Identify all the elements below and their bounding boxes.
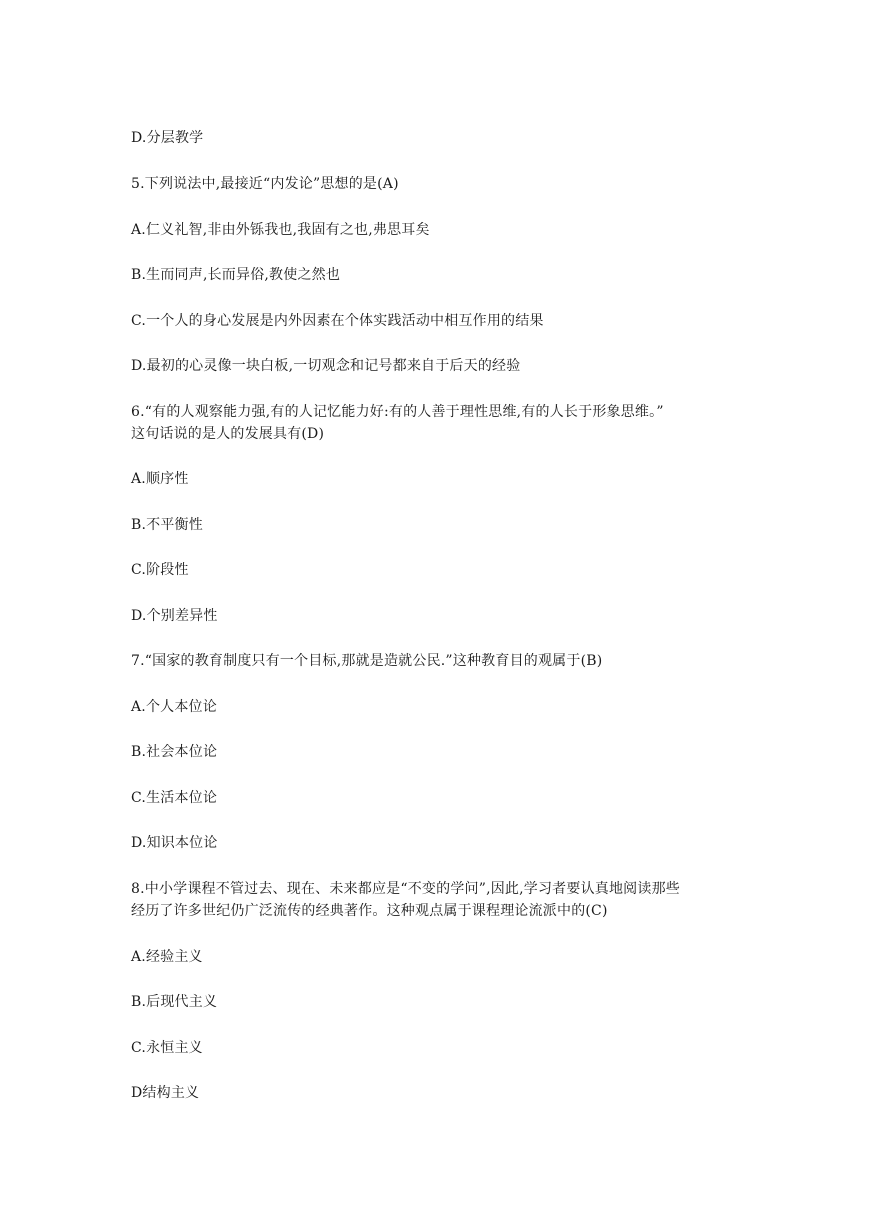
question-5: 5.下列说法中,最接近“内发论”思想的是(A)	[131, 176, 399, 192]
option-a-q5: A.仁义礼智,非由外铄我也,我固有之也,弗思耳矣	[131, 222, 430, 238]
option-c-q6: C.阶段性	[131, 562, 189, 578]
question-8-line-2: 经历了许多世纪仍广泛流传的经典著作。这种观点属于课程理论流派中的(C)	[131, 903, 608, 919]
option-b-q5: B.生而同声,长而异俗,教使之然也	[131, 267, 341, 283]
option-d-q6: D.个别差异性	[131, 608, 218, 624]
option-d-q7: D.知识本位论	[131, 835, 218, 851]
option-a-q8: A.经验主义	[131, 949, 203, 965]
option-d-q5: D.最初的心灵像一块白板,一切观念和记号都来自于后天的经验	[131, 358, 521, 374]
option-b-q7: B.社会本位论	[131, 744, 218, 760]
question-8-line-1: 8.中小学课程不管过去、现在、未来都应是“不变的学问”,因此,学习者要认真地阅读那些	[131, 881, 680, 897]
question-6-line-1: 6.“有的人观察能力强,有的人记忆能力好:有的人善于理性思维,有的人长于形象思维。”	[131, 404, 664, 420]
question-7: 7.“国家的教育制度只有一个目标,那就是造就公民.”这种教育目的观属于(B)	[131, 653, 603, 669]
option-c-q8: C.永恒主义	[131, 1040, 203, 1056]
option-d-q4: D.分层教学	[131, 130, 204, 146]
option-c-q7: C.生活本位论	[131, 790, 218, 806]
option-c-q5: C.一个人的身心发展是内外因素在个体实践活动中相互作用的结果	[131, 313, 544, 329]
option-a-q6: A.顺序性	[131, 471, 189, 487]
question-6-line-2: 这句话说的是人的发展具有(D)	[131, 426, 325, 442]
option-d-q8: D结构主义	[131, 1085, 200, 1101]
option-b-q8: B.后现代主义	[131, 994, 218, 1010]
option-a-q7: A.个人本位论	[131, 699, 217, 715]
option-b-q6: B.不平衡性	[131, 517, 203, 533]
